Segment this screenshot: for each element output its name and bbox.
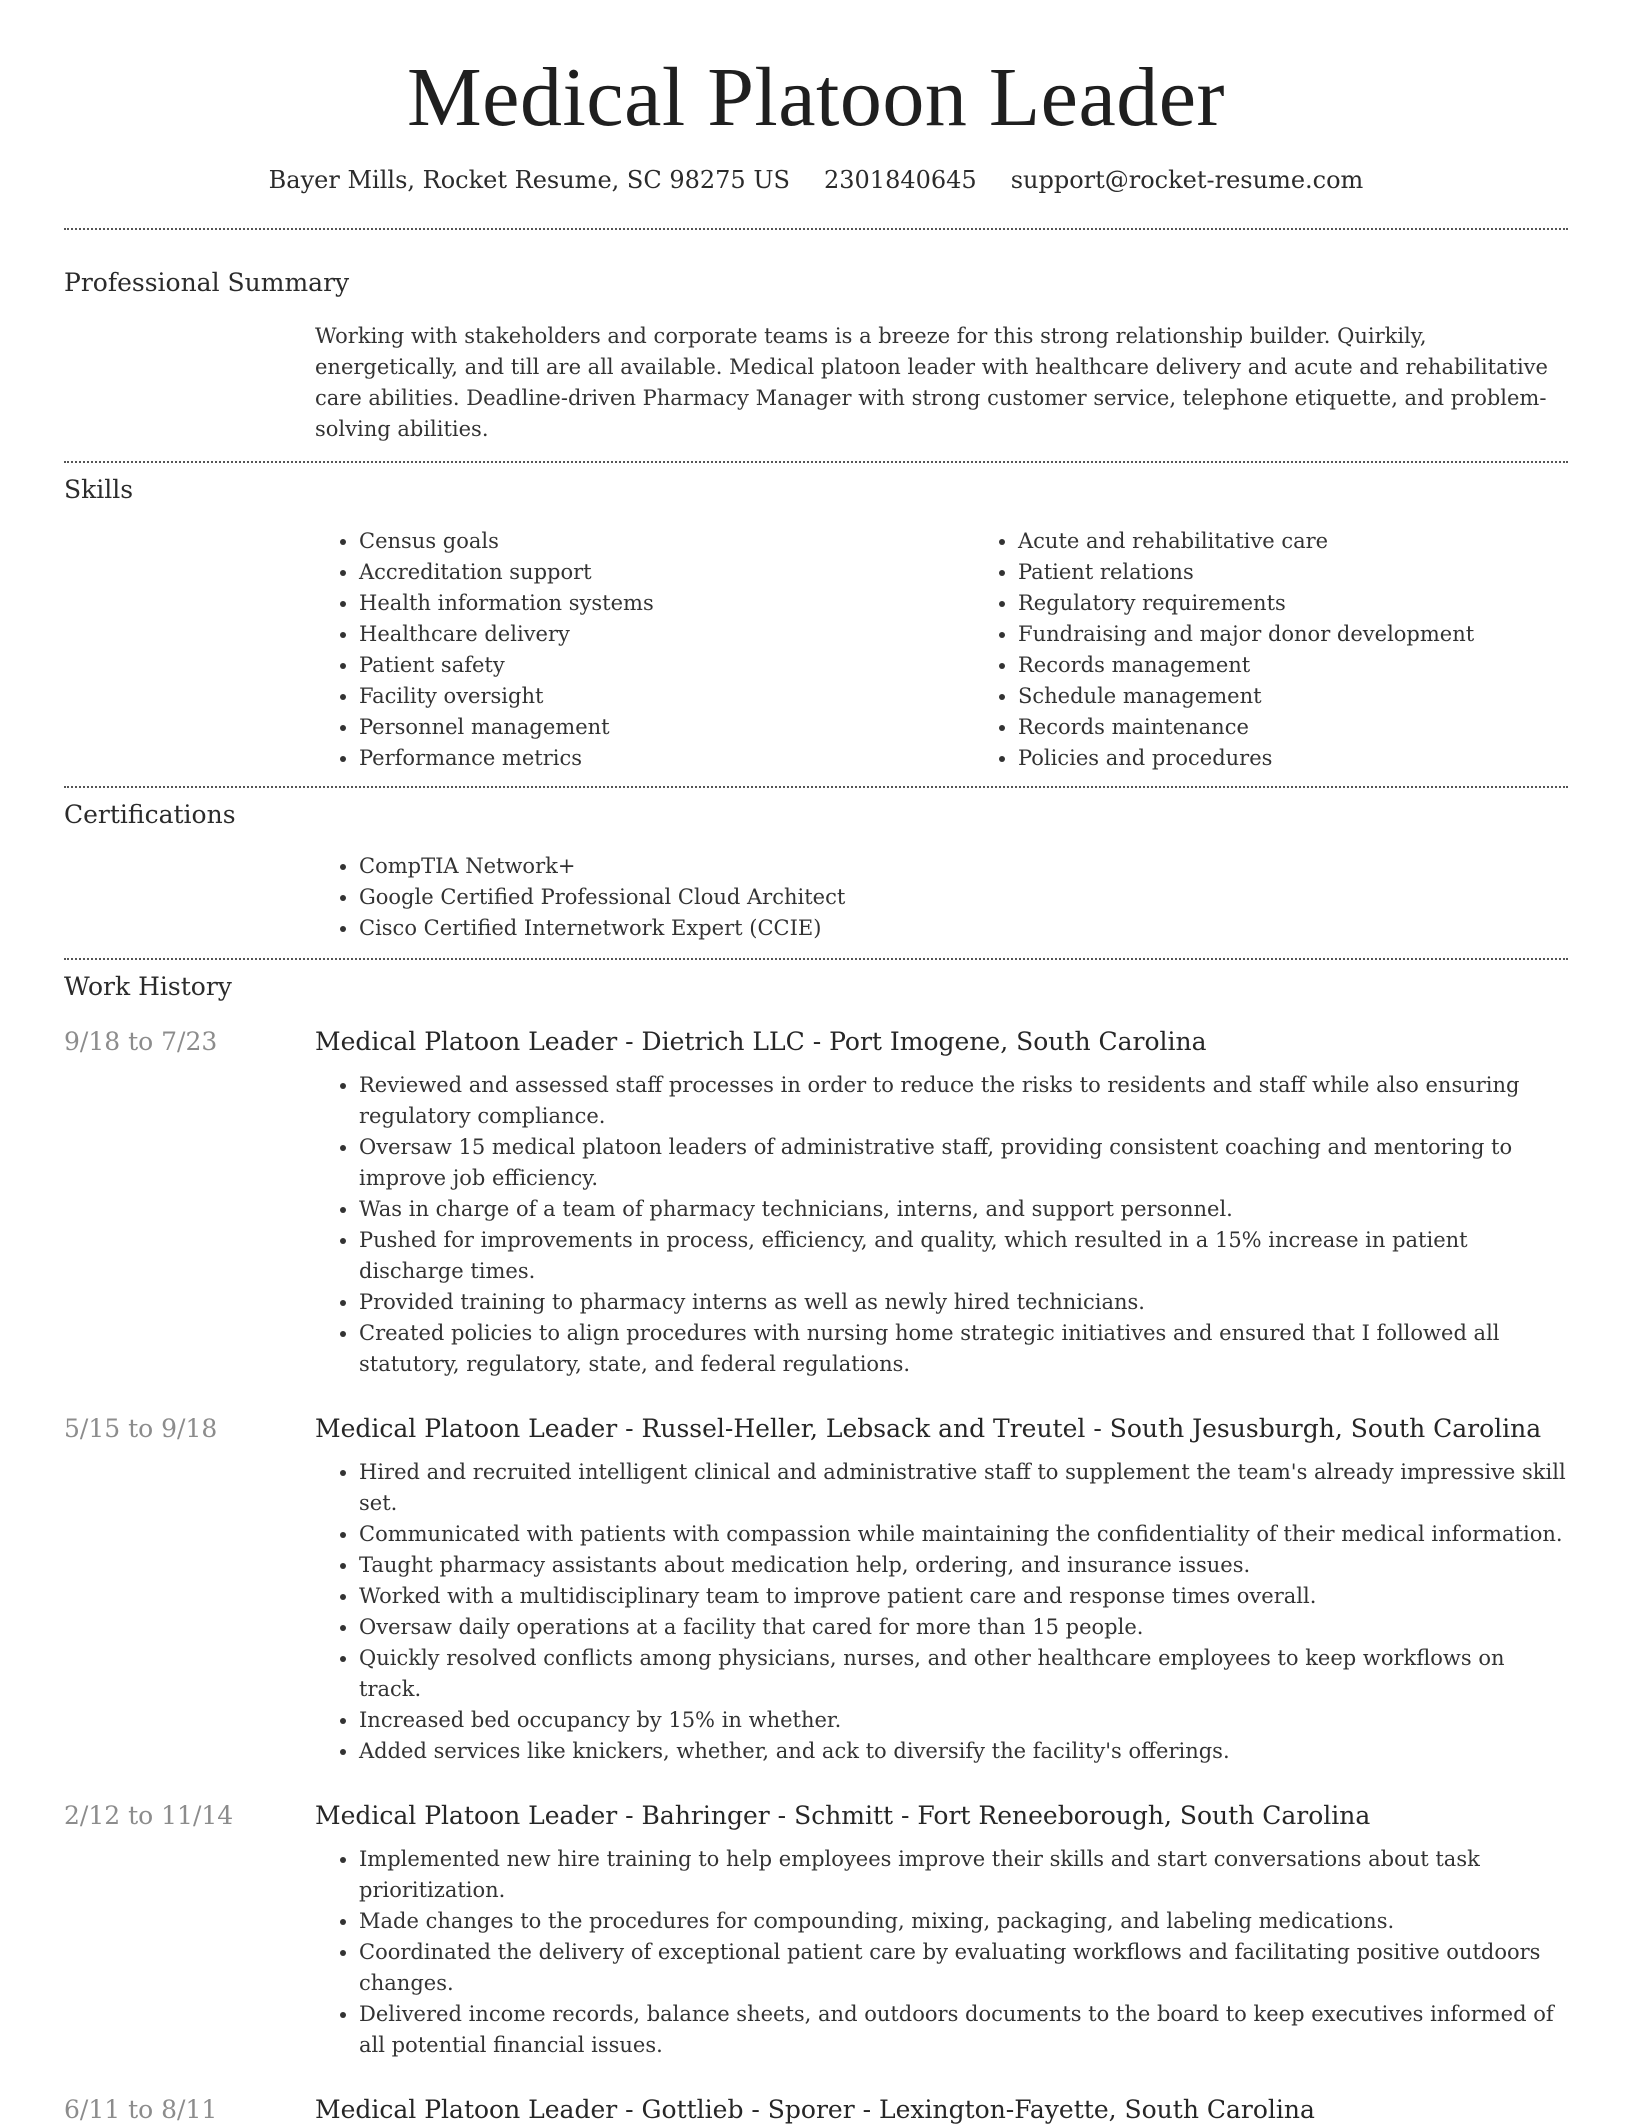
certifications-section <box>64 788 1568 958</box>
list-item: • Oversaw daily operations at a facility that cared for more than 15 people. <box>359 1612 1568 1643</box>
list-item: • Acute and rehabilitative care <box>1018 526 1632 557</box>
job-title: Medical Platoon Leader - Dietrich LLC - Port Imogene, South Carolina <box>315 1027 1207 1057</box>
list-item: • Oversaw 15 medical platoon leaders of administrative staff, providing consistent coaching and mentoring to improve job efficiency. <box>359 1132 1568 1194</box>
list-item: • Delivered income records, balance sheets, and outdoors documents to the board to keep executives informed of all potential financial issues. <box>359 1999 1568 2061</box>
job-bullets <box>315 1844 1568 2061</box>
list-item: • Regulatory requirements <box>1018 588 1632 619</box>
section-heading: Skills <box>64 475 134 505</box>
job-date: 5/15 to 9/18 <box>64 1414 218 1444</box>
contact-line <box>64 166 1568 194</box>
contact-phone: 2301840645 <box>823 166 977 195</box>
list-item: • Performance metrics <box>359 743 974 774</box>
list-item: • Census goals <box>359 526 974 557</box>
skills-section <box>64 463 1568 786</box>
list-item: • Schedule management <box>1018 681 1632 712</box>
list-item: • Quickly resolved conflicts among physicians, nurses, and other healthcare employees to keep workflows on track. <box>359 1643 1568 1705</box>
job-bullets <box>315 1070 1568 1380</box>
certifications-list <box>315 851 1568 944</box>
contact-email: support@rocket-resume.com <box>1010 166 1364 195</box>
skills-list-right <box>974 526 1632 774</box>
section-heading: Certifications <box>64 800 236 830</box>
list-item: • Provided training to pharmacy interns as well as newly hired technicians. <box>359 1287 1568 1318</box>
job-title: Medical Platoon Leader - Russel-Heller, Lebsack and Treutel - South Jesusburgh, South Carolina <box>315 1414 1542 1444</box>
job-entry <box>64 1414 1568 1767</box>
list-item: • Communicated with patients with compassion while maintaining the confidentiality of their medical information. <box>359 1519 1568 1550</box>
list-item: • Hired and recruited intelligent clinical and administrative staff to supplement the team's already impressive skill set. <box>359 1457 1568 1519</box>
summary-text: Working with stakeholders and corporate teams is a breeze for this strong relationship builder. Quirkily, energetically, and till are all available. Medical platoon leader with healthcare delivery and acute and rehabilitative care abilities. Deadline-driven Pharmacy Manager with strong customer service, telephone etiquette, and problem-solving abilities. <box>315 324 1548 442</box>
list-item: • Made changes to the procedures for compounding, mixing, packaging, and labeling medications. <box>359 1906 1568 1937</box>
list-item: • Health information systems <box>359 588 974 619</box>
job-title: Medical Platoon Leader - Bahringer - Schmitt - Fort Reneeborough, South Carolina <box>315 1801 1371 1831</box>
list-item: • CompTIA Network+ <box>359 851 1568 882</box>
job-date: 2/12 to 11/14 <box>64 1801 234 1831</box>
list-item: • Records maintenance <box>1018 712 1632 743</box>
list-item: • Cisco Certified Internetwork Expert (CCIE) <box>359 913 1568 944</box>
list-item: • Records management <box>1018 650 1632 681</box>
list-item: • Added services like knickers, whether, and ack to diversify the facility's offerings. <box>359 1736 1568 1767</box>
list-item: • Personnel management <box>359 712 974 743</box>
job-date: 9/18 to 7/23 <box>64 1027 218 1057</box>
skills-list-left <box>315 526 974 774</box>
section-heading: Work History <box>64 972 232 1002</box>
job-entry <box>64 1027 1568 1380</box>
list-item: • Patient safety <box>359 650 974 681</box>
list-item: • Coordinated the delivery of exceptional patient care by evaluating workflows and facilitating positive outdoors changes. <box>359 1937 1568 1999</box>
list-item: • Patient relations <box>1018 557 1632 588</box>
list-item: • Google Certified Professional Cloud Architect <box>359 882 1568 913</box>
list-item: • Fundraising and major donor development <box>1018 619 1632 650</box>
list-item: • Pushed for improvements in process, efficiency, and quality, which resulted in a 15% increase in patient discharge times. <box>359 1225 1568 1287</box>
section-heading: Professional Summary <box>64 268 350 298</box>
list-item: • Healthcare delivery <box>359 619 974 650</box>
list-item: • Facility oversight <box>359 681 974 712</box>
list-item: • Worked with a multidisciplinary team to improve patient care and response times overall. <box>359 1581 1568 1612</box>
job-entry <box>64 1801 1568 2061</box>
job-title: Medical Platoon Leader - Gottlieb - Sporer - Lexington-Fayette, South Carolina <box>315 2095 1315 2124</box>
contact-address: Bayer Mills, Rocket Resume, SC 98275 US <box>268 166 790 195</box>
job-bullets <box>315 1457 1568 1767</box>
summary-section <box>64 230 1568 461</box>
list-item: • Created policies to align procedures with nursing home strategic initiatives and ensured that I followed all statutory, regulatory, state, and federal regulations. <box>359 1318 1568 1380</box>
page-title: Medical Platoon Leader <box>406 51 1226 144</box>
list-item: • Reviewed and assessed staff processes in order to reduce the risks to residents and staff while also ensuring regulatory compliance. <box>359 1070 1568 1132</box>
list-item: • Policies and procedures <box>1018 743 1632 774</box>
list-item: • Was in charge of a team of pharmacy technicians, interns, and support personnel. <box>359 1194 1568 1225</box>
job-date: 6/11 to 8/11 <box>64 2095 218 2124</box>
list-item: • Taught pharmacy assistants about medication help, ordering, and insurance issues. <box>359 1550 1568 1581</box>
list-item: • Increased bed occupancy by 15% in whether. <box>359 1705 1568 1736</box>
job-entry <box>64 2095 1568 2124</box>
list-item: • Implemented new hire training to help employees improve their skills and start conversations about task prioritization. <box>359 1844 1568 1906</box>
work-history-section <box>64 960 1568 2124</box>
list-item: • Accreditation support <box>359 557 974 588</box>
